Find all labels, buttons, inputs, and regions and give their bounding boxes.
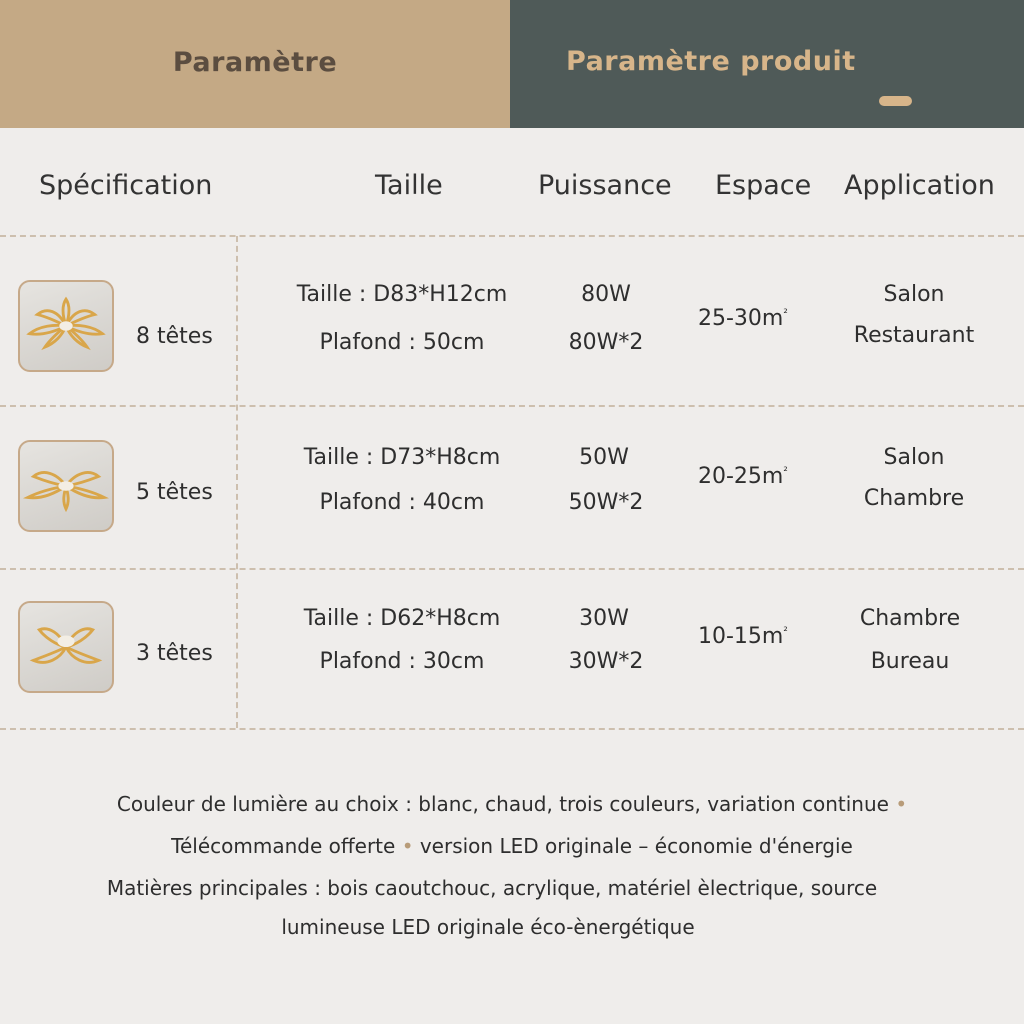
header bbox=[0, 0, 1024, 128]
tab-parametre-produit-label: Paramètre produit bbox=[566, 46, 856, 77]
column-divider bbox=[236, 236, 238, 728]
row-divider bbox=[0, 235, 1024, 237]
tab-parametre-produit[interactable] bbox=[510, 0, 1024, 128]
size-value: Taille : D83*H12cm bbox=[296, 282, 508, 307]
application-value: Bureau bbox=[870, 649, 950, 674]
ceiling-lamp-8-heads-icon bbox=[18, 280, 114, 372]
spec-label: 5 têtes bbox=[136, 480, 213, 505]
ceiling-value: Plafond : 40cm bbox=[319, 490, 485, 515]
bullet-dot: • bbox=[401, 834, 414, 858]
note-remote-led: Télécommande offerte • version LED originale – économie d'énergie bbox=[171, 834, 853, 858]
row-divider bbox=[0, 568, 1024, 570]
ceiling-lamp-3-heads-icon bbox=[18, 601, 114, 693]
row-divider bbox=[0, 405, 1024, 407]
power-double-value: 50W*2 bbox=[568, 490, 644, 515]
power-value: 30W bbox=[579, 606, 629, 631]
column-header-puissance: Puissance bbox=[538, 170, 672, 201]
power-double-value: 30W*2 bbox=[568, 649, 644, 674]
spec-label: 8 têtes bbox=[136, 324, 213, 349]
tab-parametre[interactable] bbox=[0, 0, 510, 128]
column-header-application: Application bbox=[844, 170, 995, 201]
power-value: 80W bbox=[581, 282, 631, 307]
spec-label: 3 têtes bbox=[136, 641, 213, 666]
application-value: Salon bbox=[883, 282, 945, 307]
column-header-specification: Spécification bbox=[39, 170, 213, 201]
application-value: Restaurant bbox=[853, 323, 975, 348]
active-tab-indicator bbox=[879, 96, 912, 106]
bullet-dot: • bbox=[895, 792, 908, 816]
power-double-value: 80W*2 bbox=[568, 330, 644, 355]
power-value: 50W bbox=[579, 445, 629, 470]
tab-parametre-label: Paramètre bbox=[172, 46, 338, 78]
ceiling-value: Plafond : 50cm bbox=[319, 330, 485, 355]
application-value: Chambre bbox=[859, 606, 961, 631]
application-value: Chambre bbox=[863, 486, 965, 511]
size-value: Taille : D73*H8cm bbox=[303, 445, 501, 470]
space-value: $10-15m^{^2}$ bbox=[698, 624, 788, 649]
application-value: Salon bbox=[883, 445, 945, 470]
size-value: Taille : D62*H8cm bbox=[303, 606, 501, 631]
note-materials-cont: lumineuse LED originale éco-ènergétique bbox=[281, 915, 695, 939]
row-divider bbox=[0, 728, 1024, 730]
space-value: $25-30m^{^2}$ bbox=[698, 306, 788, 331]
note-light-color: Couleur de lumière au choix : blanc, chaud, trois couleurs, variation continue • bbox=[116, 792, 908, 816]
column-header-espace: Espace bbox=[715, 170, 812, 201]
ceiling-value: Plafond : 30cm bbox=[319, 649, 485, 674]
note-materials: Matières principales : bois caoutchouc, acrylique, matériel èlectrique, source bbox=[106, 876, 878, 900]
ceiling-lamp-5-heads-icon bbox=[18, 440, 114, 532]
column-header-taille: Taille bbox=[375, 170, 443, 201]
space-value: $20-25m^{^2}$ bbox=[698, 464, 788, 489]
